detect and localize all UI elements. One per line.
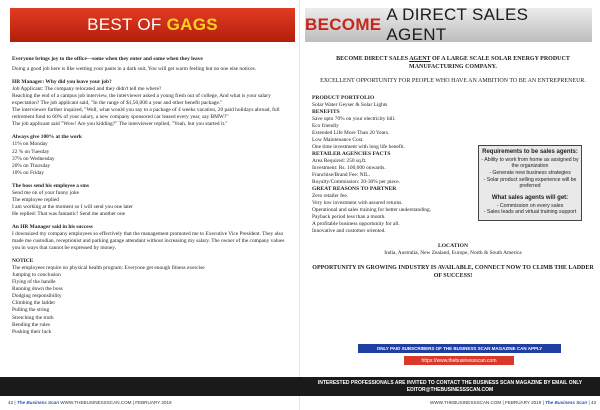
website-link[interactable]: https://www.thebusinessscan.com [404,356,514,365]
fact-item: Investment: Rs. 100,000 onwards. [312,165,386,171]
reason-item: Innovative and customer oriented. [312,228,386,234]
footer-line: INTERESTED PROFESSIONALS ARE INVITED TO CONTACT THE BUSINESS SCAN MAGAZINE BY EMAIL ONLY [317,380,583,386]
requirement-item: - Generate new business strategies [489,169,571,176]
banner-title: A DIRECT SALES AGENT [386,5,529,44]
requirements-heading: Requirements to be sales agents: [482,149,578,155]
joke-line: Climbing the ladder [12,300,56,307]
joke-line: Job Applicant: The company relocated and they didn't tell me where? [12,86,162,93]
section-heading: BENEFITS [312,109,340,115]
folio-text: WWW.THEBUSINESSSCAN.COM | FEBRUARY 2019 [430,400,542,405]
location-text: India, Australia, New Zealand, Europe, North & South America [384,250,522,256]
reason-item: Zero retailer fee. [312,193,349,199]
section-heading: PRODUCT PORTFOLIO [312,95,375,101]
page-number: 43 [590,400,597,405]
section-heading: RETAILER AGENCIES FACTS [312,151,391,157]
left-banner [10,8,295,42]
joke-line: I am working at the moment so I will send you one later [12,203,133,210]
joke-line: Jumping to conclusion [12,272,61,279]
contact-footer [0,377,600,396]
joke-line: Stretching the truth [12,314,54,321]
gets-heading: What sales agents will get: [491,195,569,202]
joke-heading: Always give 100% at the work [12,134,82,141]
fact-item: Franchise/Brand Fee: NIL. [312,172,370,178]
joke-line: Bending the rules [12,321,51,328]
right-banner [305,5,592,44]
joke-line: Doing a good job here is like wetting your pants in a dark suit, You will get warm feeling but no one else notices. [12,66,257,73]
joke-line: 10% on Friday [12,169,45,176]
page-number: 42 [8,400,14,405]
joke-line: Pushing their luck [12,328,52,335]
right-folio: WWW.THEBUSINESSSCAN.COM | FEBRUARY 2019 | The Business Scan | 43 [430,400,597,405]
joke-line: Send me on of your funny joke [12,189,80,196]
banner-title: BEST OF [87,15,162,34]
section-text: Solar Water Geyser & Solar Lights [312,102,388,108]
reason-item: Very low investment with assured returns. [312,200,403,206]
requirement-item: - Solar product selling experience will be preferred [483,176,577,190]
benefit-item: One time investment with long life benefit. [312,144,405,150]
joke-line: Dodging responsibility [12,293,62,300]
brand-logo: The Business Scan [545,400,588,405]
fact-item: Area Required: 250 sq.ft. [312,158,367,164]
requirement-item: - Ability to work from home as assigned by the organization [481,156,579,170]
ad-intro: EXCELLENT OPPORTUNITY FOR PEOPLE WHO HAVE AN AMBITION TO BE AN ENTREPRENEUR. [320,78,586,84]
joke-line: 22 % on Tuesday [12,148,50,155]
joke-line: Flying of the handle [12,279,56,286]
banner-highlight: BECOME [305,15,382,34]
requirements-box [478,145,582,221]
gets-item: - Sales leads and virtual training support [483,209,577,216]
jokes-column [12,56,291,336]
subscriber-note: ONLY PAID SUBSCRIBERS OF THE BUSINESS SCAN MAGAZINE CAN APPLY [358,344,561,353]
joke-line: 37% on Wednesday [12,155,55,162]
joke-line: Reaching the end of a campus job interview, the interviewer asked a young fresh out of college, And what is your salary expectation? The job applicant said, "In the range of $1,50,000 a year and other benefit package." [12,93,271,107]
joke-line: I downsized my company employees so effectively that the management promoted me to Executive Vice President. They also made me custodian, receptionist and parking garage attendant without increasing my salary. The owner of the company values you in ways that cannot be expressed by money. [12,230,285,252]
joke-line: The interviewer further inquired, "Well, what would you say to a package of 4 weeks vacation, 20 paid holidays abroad, full retirement fund to 60% of your salary, a new company sponsored car leased every year, say BMW?" [12,107,280,121]
benefit-item: Extended Life More Than 20 Years. [312,130,390,136]
fact-item: Royalty/Commission: 20-30% per piece. [312,179,401,185]
brand-logo: The Business Scan [16,400,60,405]
benefit-item: Eco friendly [312,123,339,129]
joke-heading: HR Manager: Why did you leave your job? [12,79,112,86]
gets-item: - Commission on every sales [496,202,564,209]
footer-email[interactable]: EDITOR@THEBUSINESSSCAN.COM [406,387,494,393]
left-folio: 42 | The Business Scan WWW.THEBUSINESSSCAN.COM | FEBRUARY 2019 [8,400,172,405]
joke-line: Running down the boss [12,286,63,293]
joke-heading: Everyone brings joy to the office—some when they enter and some when they leave [12,56,203,62]
joke-line: 11% on Monday [12,141,48,148]
joke-heading: The boss send his employee a sms [12,182,89,189]
joke-line: The job applicant said "Wow! Are you kidding?" The interviewer replied, "Yeah, but you started it." [12,121,228,128]
joke-heading: NOTICE [12,258,34,265]
opportunity-callout: OPPORTUNITY IN GROWING INDUSTRY IS AVAILABLE, CONNECT NOW TO CLIMB THE LADDER OF SUCCESS! [312,265,594,279]
benefit-item: Save upto 70% on your electricity bill. [312,116,396,122]
joke-line: He replied: That was fantastic! Send me another one [12,210,126,217]
reason-item: A profitable business opportunity for all. [312,221,400,227]
joke-line: The employee replied [12,196,59,203]
ad-headline: BECOME DIRECT SALES AGENT OF A LARGE SCALE SOLAR ENERGY PRODUCT MANUFACTURING COMPANY. [336,56,570,70]
benefit-item: Low Maintenance Cost. [312,137,364,143]
joke-line: 20% on Thursday [12,162,51,169]
folio-text: WWW.THEBUSINESSSCAN.COM | FEBRUARY 2019 [60,400,172,405]
joke-line: The employees require no physical health program: Everyone get enough fitness exercise [12,265,205,272]
joke-heading: An HR Manager said in his success [12,223,93,230]
reason-item: Operational and sales training for better understanding. [312,207,432,213]
section-heading: GREAT REASONS TO PARTNER [312,186,397,192]
reason-item: Payback period less than a month. [312,214,386,220]
right-page [300,0,600,410]
location-heading: LOCATION [437,243,469,249]
banner-highlight: GAGS [166,15,218,34]
joke-line: Pulling the string [12,307,50,314]
